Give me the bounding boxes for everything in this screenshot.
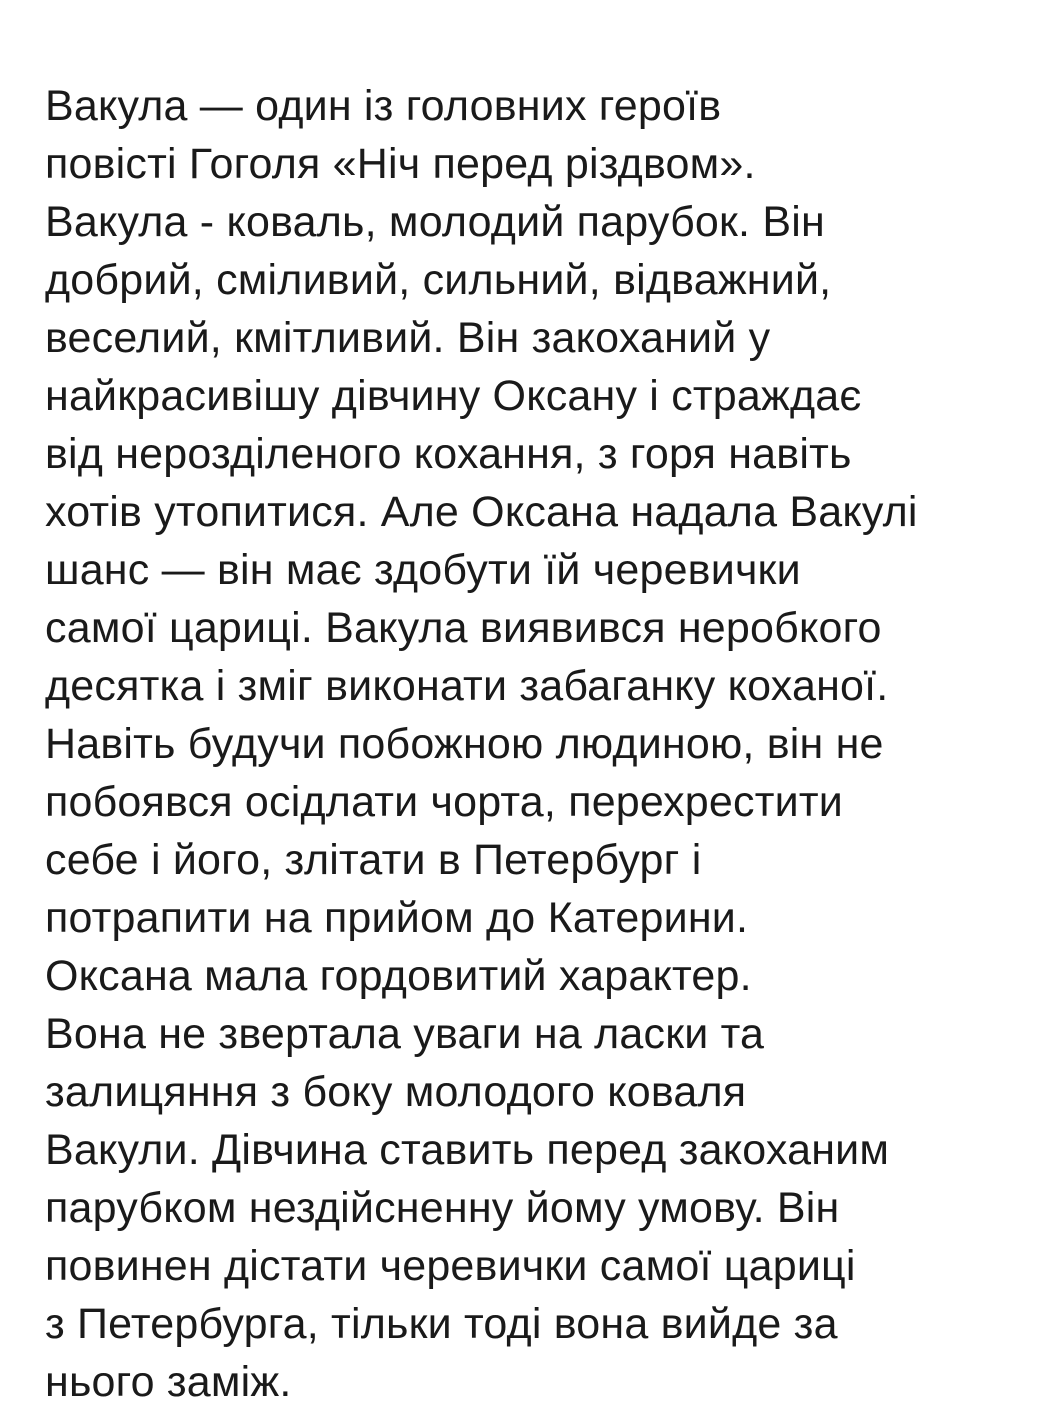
text-line: Оксана мала гордовитий характер. — [45, 952, 752, 1000]
text-line: хотів утопитися. Але Оксана надала Вакулі — [45, 488, 918, 536]
text-line: себе і його, злітати в Петербург і — [45, 836, 702, 884]
text-line: Навіть будучи побожною людиною, він не — [45, 720, 884, 768]
text-line: побоявся осідлати чорта, перехрестити — [45, 778, 843, 826]
text-line: Вона не звертала уваги на ласки та — [45, 1010, 765, 1058]
text-line: від нерозділеного кохання, з горя навіть — [45, 430, 852, 478]
text-line: нього заміж. — [45, 1358, 292, 1406]
text-line: самої цариці. Вакула виявився неробкого — [45, 604, 882, 652]
text-line: повинен дістати черевички самої цариці — [45, 1242, 856, 1290]
text-line: залицяння з боку молодого коваля — [45, 1068, 747, 1116]
text-line: шанс — він має здобути їй черевички — [45, 546, 801, 594]
text-line: парубком нездійсненну йому умову. Він — [45, 1184, 840, 1232]
text-line: веселий, кмітливий. Він закоханий у — [45, 314, 771, 362]
text-line: Вакула - коваль, молодий парубок. Він — [45, 198, 825, 246]
text-line: з Петербурга, тільки тоді вона вийде за — [45, 1300, 838, 1348]
document-body — [45, 77, 1055, 1411]
text-line: потрапити на прийом до Катерини. — [45, 894, 749, 942]
text-line: повісті Гоголя «Ніч перед різдвом». — [45, 140, 756, 188]
text-line: добрий, сміливий, сильний, відважний, — [45, 256, 832, 304]
text-line: найкрасивішу дівчину Оксану і страждає — [45, 372, 862, 420]
text-line: Вакула — один із головних героїв — [45, 82, 722, 130]
text-line: десятка і зміг виконати забаганку коханої. — [45, 662, 889, 710]
text-line: Вакули. Дівчина ставить перед закоханим — [45, 1126, 890, 1174]
